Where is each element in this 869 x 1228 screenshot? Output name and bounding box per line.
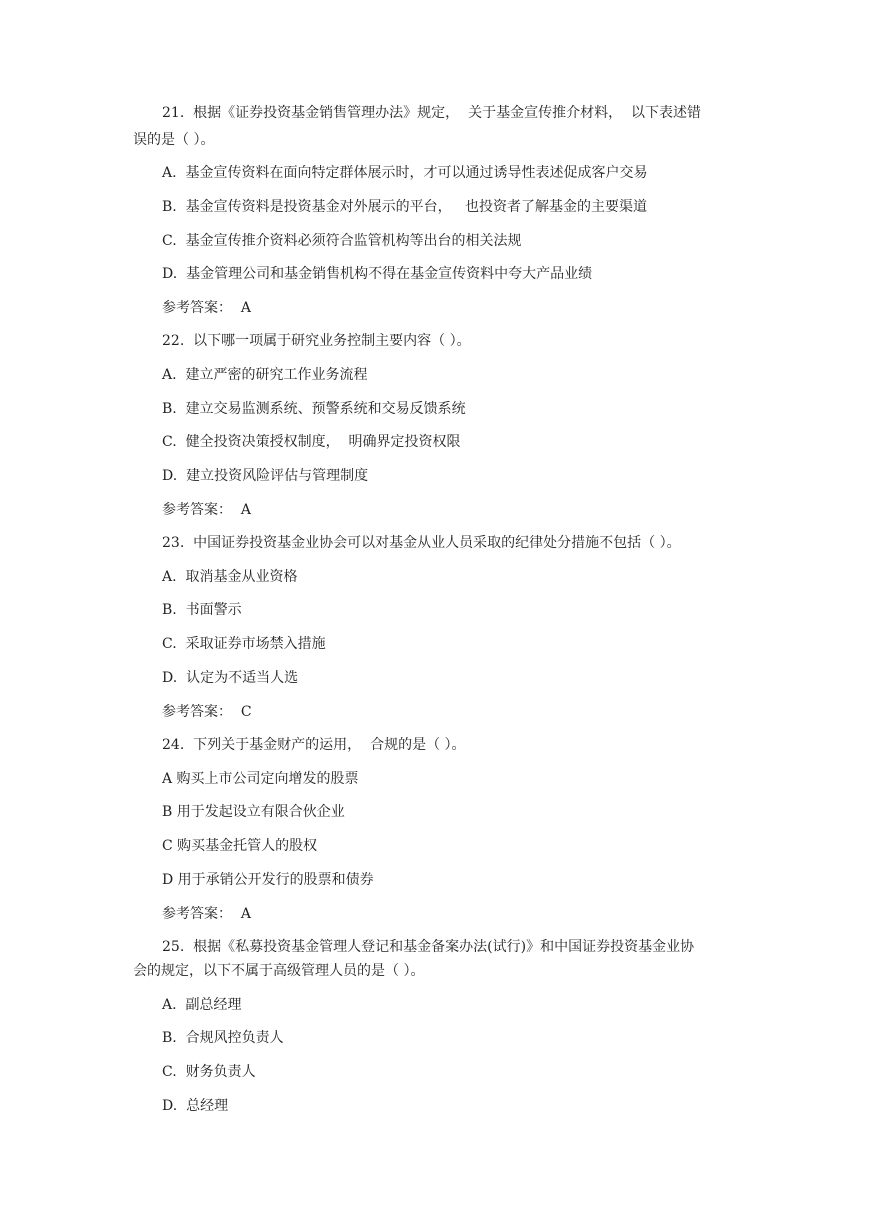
question-25-option-b: B. 合规风控负责人 <box>162 1030 284 1046</box>
question-24-answer: 参考答案： A <box>162 906 252 922</box>
question-25-option-d: D. 总经理 <box>162 1098 229 1114</box>
question-21-stem-line1: 21. 根据《证券投资基金销售管理办法》规定， 关于基金宣传推介材料， 以下表述错 <box>162 105 701 121</box>
question-23-option-a: A. 取消基金从业资格 <box>162 569 298 585</box>
question-23-option-c: C. 采取证券市场禁入措施 <box>162 636 326 652</box>
question-23-option-d: D. 认定为不适当人选 <box>162 670 299 686</box>
question-23-option-b: B. 书面警示 <box>162 602 242 618</box>
question-25-stem-line2: 会的规定，以下不属于高级管理人员的是（ ）。 <box>133 963 425 979</box>
question-25-option-a: A. 副总经理 <box>162 997 242 1013</box>
question-24-option-a: A 购买上市公司定向增发的股票 <box>162 771 359 787</box>
question-23-answer: 参考答案： C <box>162 704 252 720</box>
question-21-option-c: C. 基金宣传推介资料必须符合监管机构等出台的相关法规 <box>162 233 522 249</box>
question-23-stem: 23. 中国证券投资基金业协会可以对基金从业人员采取的纪律处分措施不包括（ ）。 <box>162 535 681 551</box>
question-21-answer: 参考答案： A <box>162 300 252 316</box>
question-24-option-c: C 购买基金托管人的股权 <box>162 838 318 854</box>
question-24-stem: 24. 下列关于基金财产的运用， 合规的是（ ）。 <box>162 737 466 753</box>
question-22-option-d: D. 建立投资风险评估与管理制度 <box>162 468 369 484</box>
question-24-option-b: B 用于发起设立有限合伙企业 <box>162 804 345 820</box>
question-24-option-d: D 用于承销公开发行的股票和债券 <box>162 872 374 888</box>
question-22-option-b: B. 建立交易监测系统、预警系统和交易反馈系统 <box>162 401 466 417</box>
question-21-option-b: B. 基金宣传资料是投资基金对外展示的平台， 也投资者了解基金的主要渠道 <box>162 199 647 215</box>
question-22-option-a: A. 建立严密的研究工作业务流程 <box>162 367 368 383</box>
question-22-answer: 参考答案： A <box>162 502 252 518</box>
question-25-stem-line1: 25. 根据《私募投资基金管理人登记和基金备案办法(试行)》和中国证券投资基金业协 <box>162 939 695 955</box>
question-22-stem: 22. 以下哪一项属于研究业务控制主要内容（ ）。 <box>162 333 471 349</box>
question-21-stem-line2: 误的是（ ）。 <box>133 132 215 148</box>
question-25-option-c: C. 财务负责人 <box>162 1064 256 1080</box>
question-21-option-a: A. 基金宣传资料在面向特定群体展示时，才可以通过诱导性表述促成客户交易 <box>162 165 648 181</box>
question-21-option-d: D. 基金管理公司和基金销售机构不得在基金宣传资料中夸大产品业绩 <box>162 266 593 282</box>
question-22-option-c: C. 健全投资决策授权制度， 明确界定投资权限 <box>162 434 461 450</box>
